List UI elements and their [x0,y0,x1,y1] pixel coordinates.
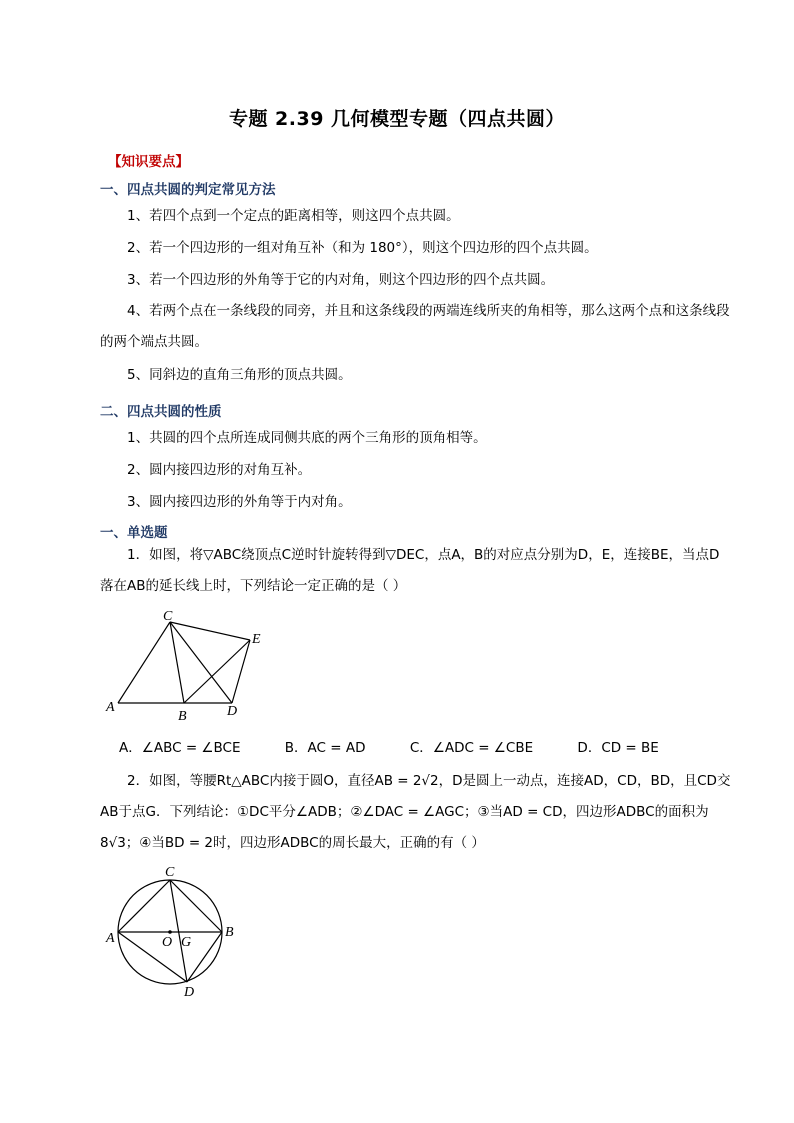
rule-item: 2、若一个四边形的一组对角互补（和为 180°），则这个四边形的四个点共圆。 [127,240,598,256]
property-item: 3、圆内接四边形的外角等于内对角。 [127,494,352,510]
section-heading-properties: 二、四点共圆的性质 [100,404,222,420]
section-heading-judgement: 一、四点共圆的判定常见方法 [100,182,276,198]
option-c[interactable]: C．∠ADC = ∠CBE [409,740,534,756]
fig2-label-o: O [162,935,173,950]
fig1-label-b: B [178,709,187,724]
section-heading-choice: 一、单选题 [100,525,168,541]
fig2-label-d: D [184,985,195,1000]
fig2-label-g: G [181,935,192,950]
question-1-options [119,736,699,756]
property-item: 2、圆内接四边形的对角互补。 [127,462,312,478]
fig2-label-c: C [165,865,175,880]
rule-item: 5、同斜边的直角三角形的顶点共圆。 [127,367,352,383]
fig1-label-a: A [106,700,115,715]
question-2-text: 2．如图，等腰Rt△ABC内接于圆O，直径AB = 2√2，D是圆上一动点，连接AD，CD，BD，且CD交AB于点G．下列结论：①DC平分∠ADB；②∠DAC = ∠AGC；③当AD = CD，四边形ADBC的面积为8√3；④当BD = 2时，四边形ADBC的周长最大，正确的有（ ） [100,773,731,851]
question-1-figure [100,610,280,725]
fig2-label-a: A [106,931,115,946]
question-2-figure [100,860,250,1000]
property-item: 1、共圆的四个点所连成同侧共底的两个三角形的顶角相等。 [127,430,487,446]
rule-item: 3、若一个四边形的外角等于它的内对角，则这个四边形的四个点共圆。 [127,272,555,288]
rule-item: 4、若两个点在一条线段的同旁，并且和这条线段的两端连线所夹的角相等，那么这两个点和这条线段的两个端点共圆。 [100,303,730,350]
fig1-label-d: D [227,704,238,719]
fig1-label-e: E [252,632,261,647]
knowledge-tag: 【知识要点】 [108,154,189,170]
rule-item: 1、若四个点到一个定点的距离相等，则这四个点共圆。 [127,208,460,224]
fig2-label-b: B [225,925,234,940]
question-1-text: 1．如图，将▽ABC绕顶点C逆时针旋转得到▽DEC，点A，B的对应点分别为D，E，连接BE，当点D落在AB的延长线上时，下列结论一定正确的是（ ） [100,547,720,594]
page-title: 专题 2.39 几何模型专题（四点共圆） [228,108,566,130]
option-a[interactable]: A．∠ABC = ∠BCE [119,740,241,756]
option-b[interactable]: B．AC = AD [284,740,366,756]
option-d[interactable]: D．CD = BE [577,740,659,756]
fig1-label-c: C [163,610,173,624]
